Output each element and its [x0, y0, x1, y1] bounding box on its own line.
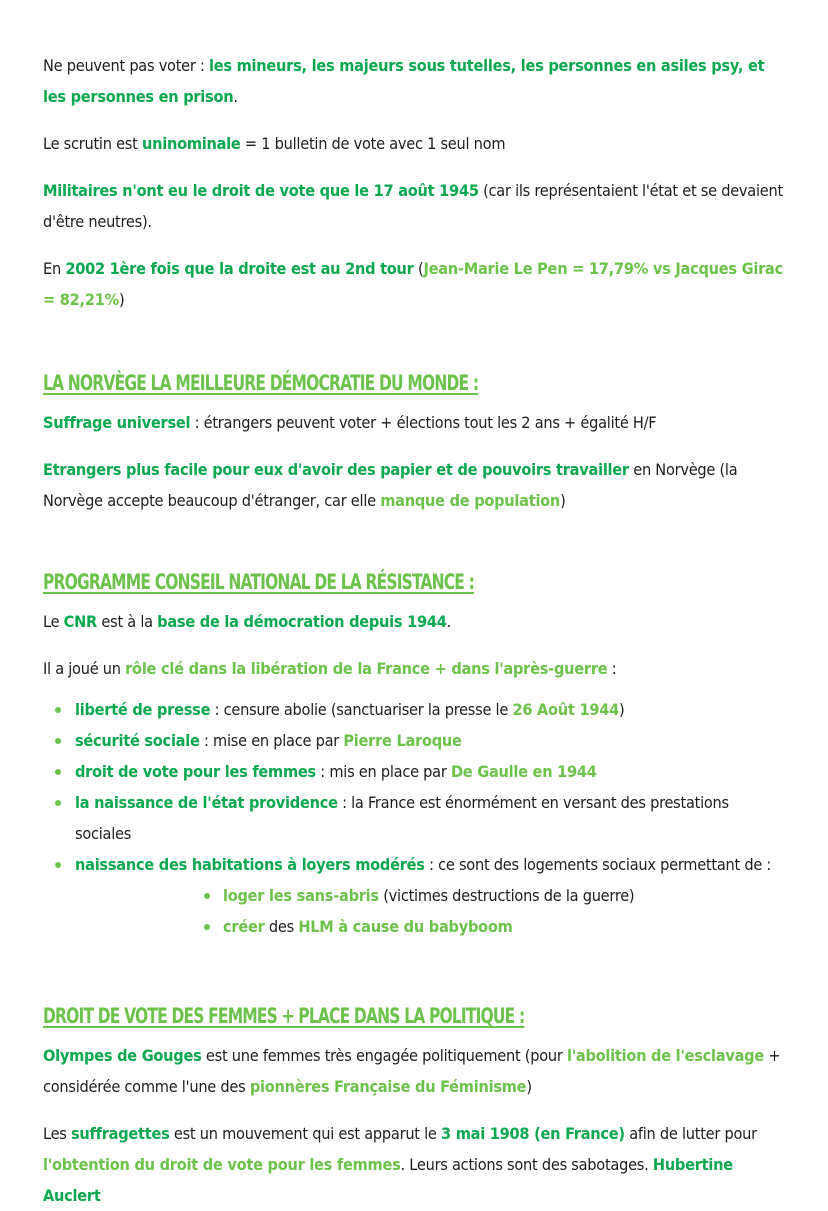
highlight-text: HLM à cause du babyboom	[298, 917, 513, 936]
text: :	[607, 659, 617, 678]
paragraph-non-voters	[43, 50, 784, 112]
text: en Norvège (la Norvège accepte beaucoup d'étranger, car elle	[43, 460, 738, 510]
paragraph-olympes	[43, 1040, 784, 1102]
highlight-text: base de la démocration depuis 1944	[157, 612, 447, 631]
text: : la France est énormément en versant des prestations sociales	[75, 793, 729, 843]
section-title-cnr: PROGRAMME CONSEIL NATIONAL DE LA RÉSISTANCE :	[43, 570, 475, 594]
text: )	[118, 290, 125, 309]
paragraph-etrangers	[43, 454, 784, 516]
bullet-icon	[55, 707, 61, 713]
text: Les	[43, 1124, 71, 1143]
highlight-text: droit de vote pour les femmes	[75, 762, 316, 781]
text: des	[264, 917, 299, 936]
bullet-list	[43, 694, 784, 942]
highlight-text: manque de population	[380, 491, 561, 510]
text: est un mouvement qui est apparut le	[169, 1124, 442, 1143]
paragraph-suffragettes	[43, 1118, 784, 1211]
highlight-text: rôle clé dans la libération de la France + dans l'après-guerre	[125, 659, 608, 678]
text: . Leurs actions sont des sabotages.	[400, 1155, 653, 1174]
highlight-text: la naissance de l'état providence	[75, 793, 338, 812]
bullet-icon	[204, 924, 210, 930]
text: est à la	[97, 612, 158, 631]
text: .	[446, 612, 452, 631]
highlight-text: sécurité sociale	[75, 731, 200, 750]
paragraph-militaires	[43, 175, 784, 237]
text: (	[413, 259, 424, 278]
text: : mis en place par	[315, 762, 451, 781]
text: afin de lutter pour	[624, 1124, 757, 1143]
highlight-text: 3 mai 1908 (en France)	[441, 1124, 625, 1143]
paragraph-suffrage	[43, 407, 784, 438]
text: Ne peuvent pas voter :	[43, 56, 210, 75]
text: .	[233, 87, 238, 106]
paragraph-role-cle	[43, 653, 784, 684]
highlight-text: De Gaulle en 1944	[450, 762, 597, 781]
highlight-text: créer	[223, 917, 265, 936]
text: = 1 bulletin de vote avec 1 seul nom	[240, 134, 506, 153]
text: est une femmes très engagée politiquement (pour	[201, 1046, 567, 1065]
list-item	[43, 787, 784, 849]
highlight-text: Pierre Laroque	[343, 731, 462, 750]
highlight-text: naissance des habitations à loyers modérés	[75, 855, 425, 874]
highlight-text: liberté de presse	[75, 700, 211, 719]
bullet-icon	[55, 862, 61, 868]
text: : étrangers peuvent voter + élections tout les 2 ans + égalité H/F	[190, 413, 657, 432]
text: (victimes destructions de la guerre)	[378, 886, 635, 905]
text: )	[618, 700, 625, 719]
bullet-icon	[55, 769, 61, 775]
highlight-text: les mineurs, les majeurs sous tutelles, les personnes en asiles psy, et les personnes en prison	[43, 56, 765, 106]
text: En	[43, 259, 66, 278]
list-item	[43, 694, 784, 725]
list-item	[43, 849, 784, 880]
highlight-text: CNR	[63, 612, 98, 631]
list-item	[43, 725, 784, 756]
text: Le	[43, 612, 64, 631]
section-title-norvege: LA NORVÈGE LA MEILLEURE DÉMOCRATIE DU MONDE :	[43, 371, 479, 395]
highlight-text: Hubertine Auclert	[43, 1155, 733, 1205]
highlight-text: l'obtention du droit de vote pour les femmes	[43, 1155, 401, 1174]
highlight-text: suffragettes	[71, 1124, 170, 1143]
highlight-text: Etrangers plus facile pour eux d'avoir des papier et de pouvoirs travailler	[43, 460, 629, 479]
text: + considérée comme l'une des	[43, 1046, 781, 1096]
paragraph-scrutin	[43, 128, 784, 159]
text: : censure abolie (sanctuariser la presse le	[210, 700, 513, 719]
highlight-text: Jean-Marie Le Pen = 17,79% vs Jacques Girac = 82,21%	[43, 259, 783, 309]
text: : mise en place par	[199, 731, 344, 750]
sub-list-item	[43, 911, 784, 942]
section-title-femmes: DROIT DE VOTE DES FEMMES + PLACE DANS LA POLITIQUE :	[43, 1004, 525, 1028]
bullet-icon	[204, 893, 210, 899]
text: : ce sont des logements sociaux permettant de :	[424, 855, 772, 874]
text: )	[526, 1077, 532, 1096]
text: (car ils représentaient l'état et se devaient d'être neutres).	[43, 181, 783, 231]
bullet-icon	[55, 738, 61, 744]
paragraph-2002	[43, 253, 784, 315]
text: Le scrutin est	[43, 134, 142, 153]
highlight-text: 2002 1ère fois que la droite est au 2nd tour	[65, 259, 414, 278]
text: )	[560, 491, 566, 510]
sub-list-item	[43, 880, 784, 911]
highlight-text: pionnères Française du Féminisme	[249, 1077, 527, 1096]
highlight-text: Militaires n'ont eu le droit de vote que le 17 août 1945	[43, 181, 479, 200]
highlight-text: uninominale	[141, 134, 241, 153]
highlight-text: Olympes de Gouges	[43, 1046, 202, 1065]
highlight-text: l'abolition de l'esclavage	[566, 1046, 764, 1065]
text: Il a joué un	[43, 659, 126, 678]
paragraph-cnr	[43, 606, 784, 637]
highlight-text: Suffrage universel	[43, 413, 191, 432]
highlight-text: loger les sans-abris	[223, 886, 379, 905]
highlight-text: 26 Août 1944	[512, 700, 619, 719]
bullet-icon	[55, 800, 61, 806]
list-item	[43, 756, 784, 787]
